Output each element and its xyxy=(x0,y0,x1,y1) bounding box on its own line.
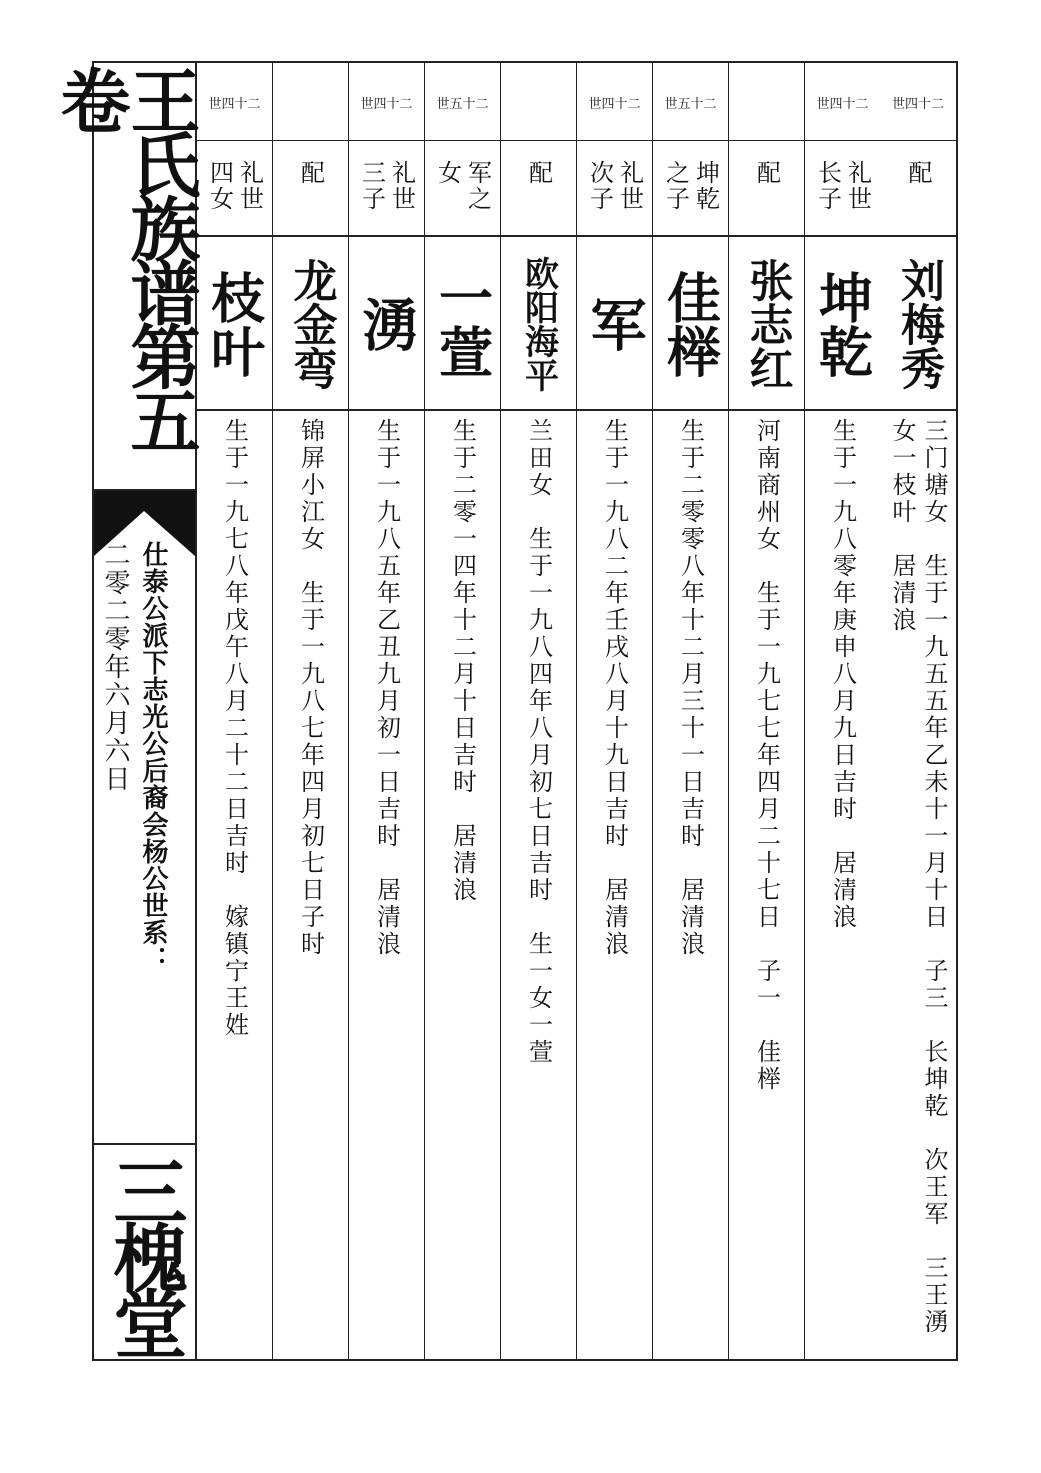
description-text: 生于一九八二年壬戌八月十九日吉时 居清浪 xyxy=(600,418,629,958)
relation-text: 礼世四女 xyxy=(205,160,264,212)
title-panel xyxy=(49,63,202,1359)
description-text: 三门塘女 生于一九五五年乙未十一月十日 子三 长坤乾 次王军 三王湧 女一枝叶 居清浪 xyxy=(888,418,948,1363)
person-name: 张志红 xyxy=(741,258,793,390)
description-text: 锦屏小江女 生于一九八七年四月初七日子时 xyxy=(296,418,325,958)
entry-column-8 xyxy=(348,63,424,1359)
name-cell xyxy=(880,239,956,411)
description-text: 生于二零零八年十二月三十一日吉时 居清浪 xyxy=(676,418,705,958)
entry-column-10 xyxy=(196,63,272,1359)
description-cell xyxy=(653,418,728,1359)
genealogy-page xyxy=(49,61,958,1363)
entry-column-7 xyxy=(424,63,500,1359)
name-cell xyxy=(805,239,880,411)
name-cell xyxy=(653,239,728,411)
generation-label xyxy=(501,63,576,141)
person-name: 龙金弯 xyxy=(285,258,337,390)
description-cell xyxy=(577,418,652,1359)
person-name: 军 xyxy=(581,296,648,352)
person-name: 欧阳海平 xyxy=(518,256,559,392)
relation-text: 礼世次子 xyxy=(585,160,644,212)
relation-cell xyxy=(880,142,956,237)
generation-label: 世五十二 xyxy=(425,63,500,141)
relation-cell xyxy=(729,142,804,237)
generation-label xyxy=(729,63,804,141)
generation-label: 世四十二 xyxy=(577,63,652,141)
hall-name: 三槐堂 xyxy=(101,1154,188,1352)
entry-column-5 xyxy=(576,63,652,1359)
description-text: 生于一九八零年庚申八月九日吉时 居清浪 xyxy=(828,418,857,931)
entry-column-3 xyxy=(728,63,804,1359)
name-cell xyxy=(273,239,348,411)
description-text: 生于一九七八年戊午八月二十二日吉时 嫁镇宁王姓 xyxy=(220,418,249,1039)
name-cell xyxy=(501,239,576,411)
relation-text: 坤乾之子 xyxy=(661,160,720,212)
relation-text: 礼世三子 xyxy=(357,160,416,212)
compile-date: 二零二零年六月六日 xyxy=(100,541,130,793)
person-name: 刘梅秀 xyxy=(893,258,944,390)
lineage-line: 仕泰公派下志光公后裔会杨公世系： xyxy=(138,541,168,973)
relation-text: 配 xyxy=(524,160,553,186)
generation-label: 世五十二 xyxy=(653,63,728,141)
description-cell xyxy=(425,418,500,1359)
generation-label: 世四十二 xyxy=(805,63,880,141)
description-cell xyxy=(729,418,804,1359)
relation-cell xyxy=(425,142,500,237)
name-cell xyxy=(729,239,804,411)
entry-column-9 xyxy=(272,63,348,1359)
relation-text: 配 xyxy=(904,160,932,186)
relation-cell xyxy=(197,142,272,237)
hall-divider xyxy=(94,1143,195,1145)
description-cell xyxy=(349,418,424,1359)
relation-cell xyxy=(577,142,652,237)
person-name: 湧 xyxy=(353,296,420,352)
entry-column-2 xyxy=(804,63,880,1359)
generation-label: 世四十二 xyxy=(197,63,272,141)
relation-cell xyxy=(501,142,576,237)
generation-label: 世四十二 xyxy=(880,63,956,141)
relation-text: 配 xyxy=(752,160,781,186)
description-text: 河南商州女 生于一九七七年四月二十七日 子一 佳榉 xyxy=(752,418,781,1093)
description-cell xyxy=(197,418,272,1359)
relation-text: 配 xyxy=(296,160,325,186)
entry-column-1 xyxy=(880,63,956,1363)
relation-cell xyxy=(349,142,424,237)
person-name: 枝叶 xyxy=(202,270,267,378)
person-name: 坤乾 xyxy=(810,270,875,378)
relation-cell xyxy=(273,142,348,237)
relation-cell xyxy=(805,142,880,237)
name-cell xyxy=(197,239,272,411)
description-text: 兰田女 生于一九八四年八月初七日吉时 生一女一萱 xyxy=(524,418,553,1066)
generation-label: 世四十二 xyxy=(349,63,424,141)
relation-text: 礼世长子 xyxy=(813,160,872,212)
description-text: 生于一九八五年乙丑九月初一日吉时 居清浪 xyxy=(372,418,401,958)
entry-column-6 xyxy=(500,63,576,1359)
person-name: 一萱 xyxy=(430,270,495,378)
name-cell xyxy=(349,239,424,411)
name-cell xyxy=(577,239,652,411)
description-text: 生于二零一四年十二月十日吉时 居清浪 xyxy=(448,418,477,904)
relation-cell xyxy=(653,142,728,237)
generation-label xyxy=(273,63,348,141)
description-cell xyxy=(273,418,348,1359)
description-cell xyxy=(880,418,956,1363)
description-cell xyxy=(805,418,880,1359)
entry-column-4 xyxy=(652,63,728,1359)
book-title: 王氏族谱第五卷 xyxy=(49,65,202,449)
person-name: 佳榉 xyxy=(658,270,723,378)
description-cell xyxy=(501,418,576,1359)
relation-text: 军之女 xyxy=(433,160,492,212)
name-cell xyxy=(425,239,500,411)
